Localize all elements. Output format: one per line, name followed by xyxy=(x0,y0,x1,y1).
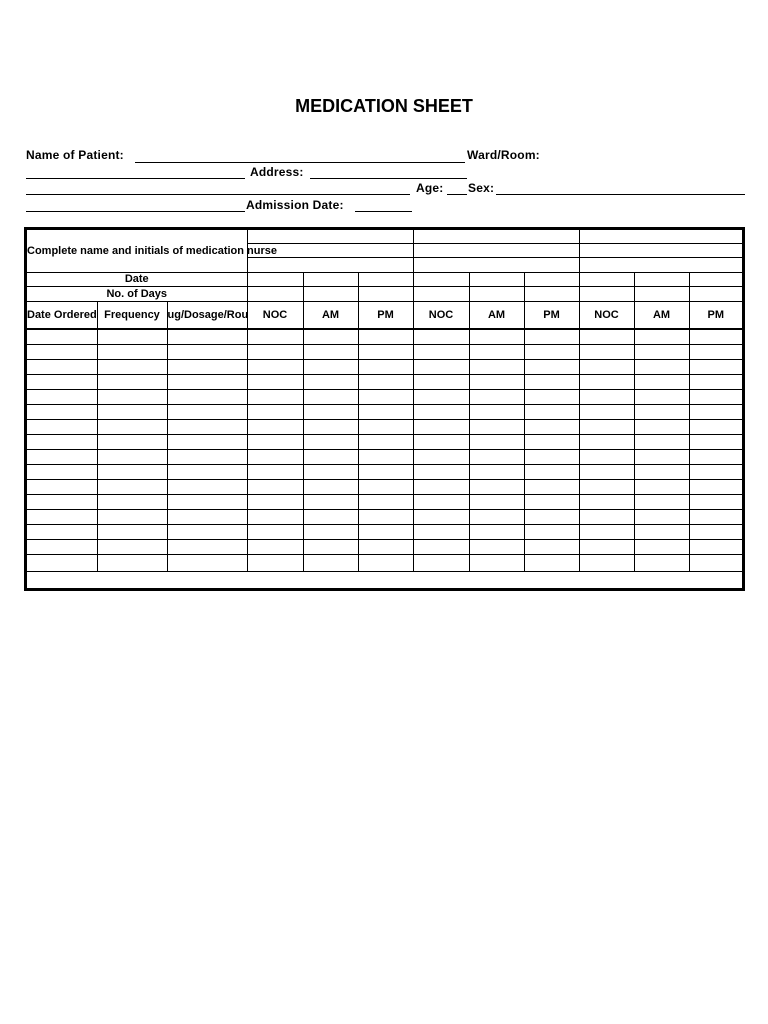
medication-cell[interactable] xyxy=(469,494,524,509)
medication-cell[interactable] xyxy=(167,359,247,374)
medication-cell[interactable] xyxy=(579,359,634,374)
medication-cell[interactable] xyxy=(524,374,579,389)
medication-row xyxy=(27,434,742,449)
medication-cell[interactable] xyxy=(358,344,413,359)
medication-cell[interactable] xyxy=(579,509,634,524)
shift-header-noc: NOC xyxy=(579,301,634,329)
address-continued-field[interactable] xyxy=(26,194,410,195)
medication-cell[interactable] xyxy=(413,434,469,449)
medication-cell[interactable] xyxy=(247,404,303,419)
medication-cell[interactable] xyxy=(97,509,167,524)
medication-row xyxy=(27,524,742,539)
date-entry-cell[interactable] xyxy=(469,272,524,286)
medication-cell[interactable] xyxy=(167,554,247,571)
medication-cell[interactable] xyxy=(358,539,413,554)
medication-cell[interactable] xyxy=(524,494,579,509)
shift-header-noc: NOC xyxy=(413,301,469,329)
medication-row xyxy=(27,344,742,359)
medication-cell[interactable] xyxy=(358,479,413,494)
medication-cell[interactable] xyxy=(27,464,97,479)
medication-cell[interactable] xyxy=(413,419,469,434)
medication-cell[interactable] xyxy=(27,419,97,434)
medication-cell[interactable] xyxy=(524,554,579,571)
medication-cell[interactable] xyxy=(358,329,413,344)
medication-cell[interactable] xyxy=(358,419,413,434)
medication-cell[interactable] xyxy=(27,404,97,419)
medication-cell[interactable] xyxy=(247,479,303,494)
medication-cell[interactable] xyxy=(303,344,358,359)
medication-cell[interactable] xyxy=(303,509,358,524)
medication-cell[interactable] xyxy=(689,419,742,434)
medication-cell[interactable] xyxy=(303,434,358,449)
page-title: MEDICATION SHEET xyxy=(295,96,473,116)
medication-cell[interactable] xyxy=(97,539,167,554)
sex-label: Sex: xyxy=(468,181,495,195)
medication-cell[interactable] xyxy=(358,524,413,539)
medication-cell[interactable] xyxy=(303,539,358,554)
medication-cell[interactable] xyxy=(689,344,742,359)
medication-cell[interactable] xyxy=(413,479,469,494)
days-entry-cell[interactable] xyxy=(303,286,358,301)
medication-cell[interactable] xyxy=(167,389,247,404)
medication-cell[interactable] xyxy=(579,434,634,449)
medication-cell[interactable] xyxy=(303,524,358,539)
medication-cell[interactable] xyxy=(634,554,689,571)
medication-cell[interactable] xyxy=(303,554,358,571)
medication-cell[interactable] xyxy=(524,359,579,374)
medication-cell[interactable] xyxy=(634,359,689,374)
medication-cell[interactable] xyxy=(167,344,247,359)
date-entry-cell[interactable] xyxy=(358,272,413,286)
nurse-entry-cell[interactable] xyxy=(413,230,579,243)
medication-cell[interactable] xyxy=(247,434,303,449)
medication-cell[interactable] xyxy=(469,464,524,479)
date-label: Date xyxy=(27,272,247,286)
medication-cell[interactable] xyxy=(524,419,579,434)
medication-cell[interactable] xyxy=(634,449,689,464)
medication-cell[interactable] xyxy=(303,374,358,389)
medication-cell[interactable] xyxy=(524,434,579,449)
medication-cell[interactable] xyxy=(413,389,469,404)
admission-date-label: Admission Date: xyxy=(246,198,344,212)
medication-cell[interactable] xyxy=(524,509,579,524)
days-entry-cell[interactable] xyxy=(358,286,413,301)
medication-cell[interactable] xyxy=(167,434,247,449)
medication-cell[interactable] xyxy=(634,524,689,539)
medication-cell[interactable] xyxy=(97,524,167,539)
medication-cell[interactable] xyxy=(167,449,247,464)
medication-cell[interactable] xyxy=(358,464,413,479)
medication-cell[interactable] xyxy=(469,434,524,449)
medication-cell[interactable] xyxy=(97,374,167,389)
days-entry-cell[interactable] xyxy=(579,286,634,301)
medication-cell[interactable] xyxy=(27,374,97,389)
medication-cell[interactable] xyxy=(97,419,167,434)
medication-row xyxy=(27,509,742,524)
medication-cell[interactable] xyxy=(167,464,247,479)
medication-cell[interactable] xyxy=(413,404,469,419)
medication-cell[interactable] xyxy=(303,464,358,479)
days-entry-cell[interactable] xyxy=(469,286,524,301)
medication-cell[interactable] xyxy=(303,329,358,344)
nurse-name-label: Complete name and initials of medication nurse xyxy=(27,230,247,272)
medication-cell[interactable] xyxy=(689,449,742,464)
medication-cell[interactable] xyxy=(413,344,469,359)
medication-cell[interactable] xyxy=(579,404,634,419)
drug-dosage-route-header: ug/Dosage/Rou xyxy=(167,301,247,329)
medication-cell[interactable] xyxy=(524,329,579,344)
medication-cell[interactable] xyxy=(634,404,689,419)
medication-cell[interactable] xyxy=(524,524,579,539)
medication-cell[interactable] xyxy=(167,524,247,539)
shift-header-noc: NOC xyxy=(247,301,303,329)
medication-cell[interactable] xyxy=(303,359,358,374)
medication-row xyxy=(27,404,742,419)
medication-row xyxy=(27,464,742,479)
medication-cell[interactable] xyxy=(634,389,689,404)
medication-cell[interactable] xyxy=(689,539,742,554)
medication-cell[interactable] xyxy=(27,359,97,374)
medication-cell[interactable] xyxy=(413,524,469,539)
shift-header-pm: PM xyxy=(689,301,742,329)
shift-header-pm: PM xyxy=(524,301,579,329)
days-entry-cell[interactable] xyxy=(689,286,742,301)
medication-cell[interactable] xyxy=(97,464,167,479)
medication-cell[interactable] xyxy=(358,374,413,389)
medication-cell[interactable] xyxy=(579,374,634,389)
medication-cell[interactable] xyxy=(97,449,167,464)
medication-cell[interactable] xyxy=(689,524,742,539)
medication-cell[interactable] xyxy=(247,524,303,539)
medication-cell[interactable] xyxy=(634,479,689,494)
medication-cell[interactable] xyxy=(247,554,303,571)
medication-row xyxy=(27,479,742,494)
no-of-days-label: No. of Days xyxy=(27,286,247,301)
medication-cell[interactable] xyxy=(524,479,579,494)
medication-cell[interactable] xyxy=(167,374,247,389)
shift-header-pm: PM xyxy=(358,301,413,329)
medication-cell[interactable] xyxy=(579,554,634,571)
medication-cell[interactable] xyxy=(358,554,413,571)
name-of-patient-field[interactable] xyxy=(135,162,465,163)
medication-cell[interactable] xyxy=(97,494,167,509)
medication-cell[interactable] xyxy=(524,404,579,419)
date-entry-cell[interactable] xyxy=(303,272,358,286)
nurse-entry-cell[interactable] xyxy=(579,257,742,272)
medication-cell[interactable] xyxy=(27,434,97,449)
ward-room-label: Ward/Room: xyxy=(467,148,540,162)
admission-date-field[interactable] xyxy=(355,211,412,212)
medication-cell[interactable] xyxy=(358,449,413,464)
medication-cell[interactable] xyxy=(579,524,634,539)
medication-cell[interactable] xyxy=(689,434,742,449)
medication-cell[interactable] xyxy=(27,479,97,494)
medication-row xyxy=(27,449,742,464)
medication-cell[interactable] xyxy=(634,344,689,359)
medication-cell[interactable] xyxy=(469,449,524,464)
medication-cell[interactable] xyxy=(689,359,742,374)
nurse-entry-cell[interactable] xyxy=(247,257,413,272)
medication-row xyxy=(27,554,742,571)
medication-cell[interactable] xyxy=(469,419,524,434)
medication-cell[interactable] xyxy=(469,374,524,389)
medication-cell[interactable] xyxy=(579,419,634,434)
medication-cell[interactable] xyxy=(413,494,469,509)
medication-cell[interactable] xyxy=(97,554,167,571)
medication-cell[interactable] xyxy=(524,464,579,479)
medication-cell[interactable] xyxy=(413,374,469,389)
medication-cell[interactable] xyxy=(247,539,303,554)
medication-cell[interactable] xyxy=(303,404,358,419)
medication-cell[interactable] xyxy=(358,434,413,449)
days-entry-cell[interactable] xyxy=(634,286,689,301)
medication-cell[interactable] xyxy=(27,539,97,554)
medication-cell[interactable] xyxy=(247,359,303,374)
shift-header-am: AM xyxy=(634,301,689,329)
medication-row xyxy=(27,374,742,389)
age-field[interactable] xyxy=(447,194,467,195)
age-label: Age: xyxy=(416,181,444,195)
medication-cell[interactable] xyxy=(689,329,742,344)
ward-room-field[interactable] xyxy=(26,178,245,179)
medication-cell[interactable] xyxy=(27,524,97,539)
medication-row xyxy=(27,359,742,374)
medication-cell[interactable] xyxy=(167,479,247,494)
medication-cell[interactable] xyxy=(358,389,413,404)
nurse-entry-cell[interactable] xyxy=(579,243,742,257)
medication-cell[interactable] xyxy=(358,494,413,509)
medication-cell[interactable] xyxy=(634,374,689,389)
date-entry-cell[interactable] xyxy=(247,272,303,286)
medication-cell[interactable] xyxy=(97,434,167,449)
days-entry-cell[interactable] xyxy=(247,286,303,301)
date-entry-cell[interactable] xyxy=(634,272,689,286)
medication-cell[interactable] xyxy=(634,494,689,509)
medication-cell[interactable] xyxy=(27,449,97,464)
medication-cell[interactable] xyxy=(97,404,167,419)
medication-cell[interactable] xyxy=(579,449,634,464)
medication-cell[interactable] xyxy=(469,539,524,554)
medication-cell[interactable] xyxy=(579,539,634,554)
medication-cell[interactable] xyxy=(247,509,303,524)
medication-cell[interactable] xyxy=(247,464,303,479)
date-ordered-header: Date Ordered xyxy=(27,301,97,329)
shift-header-am: AM xyxy=(303,301,358,329)
nurse-entry-cell[interactable] xyxy=(413,257,579,272)
medication-cell[interactable] xyxy=(247,344,303,359)
medication-cell[interactable] xyxy=(413,464,469,479)
medication-cell[interactable] xyxy=(413,539,469,554)
medication-cell[interactable] xyxy=(469,509,524,524)
medication-cell[interactable] xyxy=(303,419,358,434)
medication-cell[interactable] xyxy=(579,344,634,359)
medication-cell[interactable] xyxy=(524,539,579,554)
medication-cell[interactable] xyxy=(167,494,247,509)
sex-field[interactable] xyxy=(496,194,745,195)
date-entry-cell[interactable] xyxy=(413,272,469,286)
date-entry-cell[interactable] xyxy=(689,272,742,286)
medication-cell[interactable] xyxy=(634,434,689,449)
medication-cell[interactable] xyxy=(303,449,358,464)
medication-row xyxy=(27,539,742,554)
medication-cell[interactable] xyxy=(27,329,97,344)
medication-cell[interactable] xyxy=(97,479,167,494)
medication-cell[interactable] xyxy=(689,479,742,494)
medication-cell[interactable] xyxy=(303,389,358,404)
medication-cell[interactable] xyxy=(469,329,524,344)
medication-row xyxy=(27,419,742,434)
medication-cell[interactable] xyxy=(27,494,97,509)
medication-cell[interactable] xyxy=(689,509,742,524)
medication-cell[interactable] xyxy=(167,539,247,554)
extra-field[interactable] xyxy=(26,211,245,212)
date-entry-cell[interactable] xyxy=(579,272,634,286)
medication-row xyxy=(27,329,742,344)
medication-cell[interactable] xyxy=(634,329,689,344)
name-of-patient-label: Name of Patient: xyxy=(26,148,124,162)
medication-cell[interactable] xyxy=(524,449,579,464)
medication-cell[interactable] xyxy=(413,329,469,344)
medication-cell[interactable] xyxy=(358,404,413,419)
medication-cell[interactable] xyxy=(247,449,303,464)
medication-cell[interactable] xyxy=(634,509,689,524)
nurse-entry-cell[interactable] xyxy=(413,243,579,257)
address-field[interactable] xyxy=(310,178,467,179)
medication-cell[interactable] xyxy=(524,344,579,359)
medication-cell[interactable] xyxy=(469,359,524,374)
date-entry-cell[interactable] xyxy=(524,272,579,286)
medication-cell[interactable] xyxy=(689,389,742,404)
medication-cell[interactable] xyxy=(689,464,742,479)
medication-cell[interactable] xyxy=(358,359,413,374)
shift-header-am: AM xyxy=(469,301,524,329)
medication-cell[interactable] xyxy=(303,479,358,494)
medication-row xyxy=(27,494,742,509)
medication-cell[interactable] xyxy=(358,509,413,524)
patient-info-form xyxy=(0,0,768,220)
medication-cell[interactable] xyxy=(469,404,524,419)
medication-cell[interactable] xyxy=(97,344,167,359)
medication-cell[interactable] xyxy=(634,539,689,554)
medication-cell[interactable] xyxy=(469,344,524,359)
medication-cell[interactable] xyxy=(689,374,742,389)
medication-cell[interactable] xyxy=(303,494,358,509)
medication-cell[interactable] xyxy=(247,419,303,434)
address-label: Address: xyxy=(250,165,304,179)
nurse-entry-cell[interactable] xyxy=(579,230,742,243)
medication-cell[interactable] xyxy=(634,419,689,434)
medication-cell[interactable] xyxy=(579,329,634,344)
medication-cell[interactable] xyxy=(634,464,689,479)
frequency-header: Frequency xyxy=(97,301,167,329)
days-entry-cell[interactable] xyxy=(413,286,469,301)
medication-cell[interactable] xyxy=(247,494,303,509)
medication-cell[interactable] xyxy=(689,404,742,419)
medication-cell[interactable] xyxy=(469,389,524,404)
medication-cell[interactable] xyxy=(27,554,97,571)
medication-cell[interactable] xyxy=(167,509,247,524)
medication-cell[interactable] xyxy=(167,419,247,434)
medication-cell[interactable] xyxy=(579,494,634,509)
days-entry-cell[interactable] xyxy=(524,286,579,301)
nurse-entry-cell[interactable] xyxy=(247,230,413,243)
medication-cell[interactable] xyxy=(524,389,579,404)
medication-cell[interactable] xyxy=(579,464,634,479)
medication-table xyxy=(24,227,745,591)
medication-cell[interactable] xyxy=(27,344,97,359)
medication-cell[interactable] xyxy=(579,479,634,494)
medication-cell[interactable] xyxy=(469,554,524,571)
medication-grid xyxy=(27,230,742,572)
medication-cell[interactable] xyxy=(97,359,167,374)
medication-cell[interactable] xyxy=(247,329,303,344)
medication-row xyxy=(27,389,742,404)
medication-cell[interactable] xyxy=(167,404,247,419)
medication-cell[interactable] xyxy=(247,389,303,404)
medication-cell[interactable] xyxy=(247,374,303,389)
medication-cell[interactable] xyxy=(413,554,469,571)
medication-cell[interactable] xyxy=(469,524,524,539)
medication-cell[interactable] xyxy=(97,329,167,344)
medication-cell[interactable] xyxy=(689,554,742,571)
medication-cell[interactable] xyxy=(469,479,524,494)
medication-cell[interactable] xyxy=(27,509,97,524)
medication-cell[interactable] xyxy=(97,389,167,404)
medication-cell[interactable] xyxy=(413,509,469,524)
medication-cell[interactable] xyxy=(579,389,634,404)
medication-cell[interactable] xyxy=(167,329,247,344)
medication-cell[interactable] xyxy=(689,494,742,509)
medication-cell[interactable] xyxy=(413,359,469,374)
medication-cell[interactable] xyxy=(413,449,469,464)
medication-cell[interactable] xyxy=(27,389,97,404)
